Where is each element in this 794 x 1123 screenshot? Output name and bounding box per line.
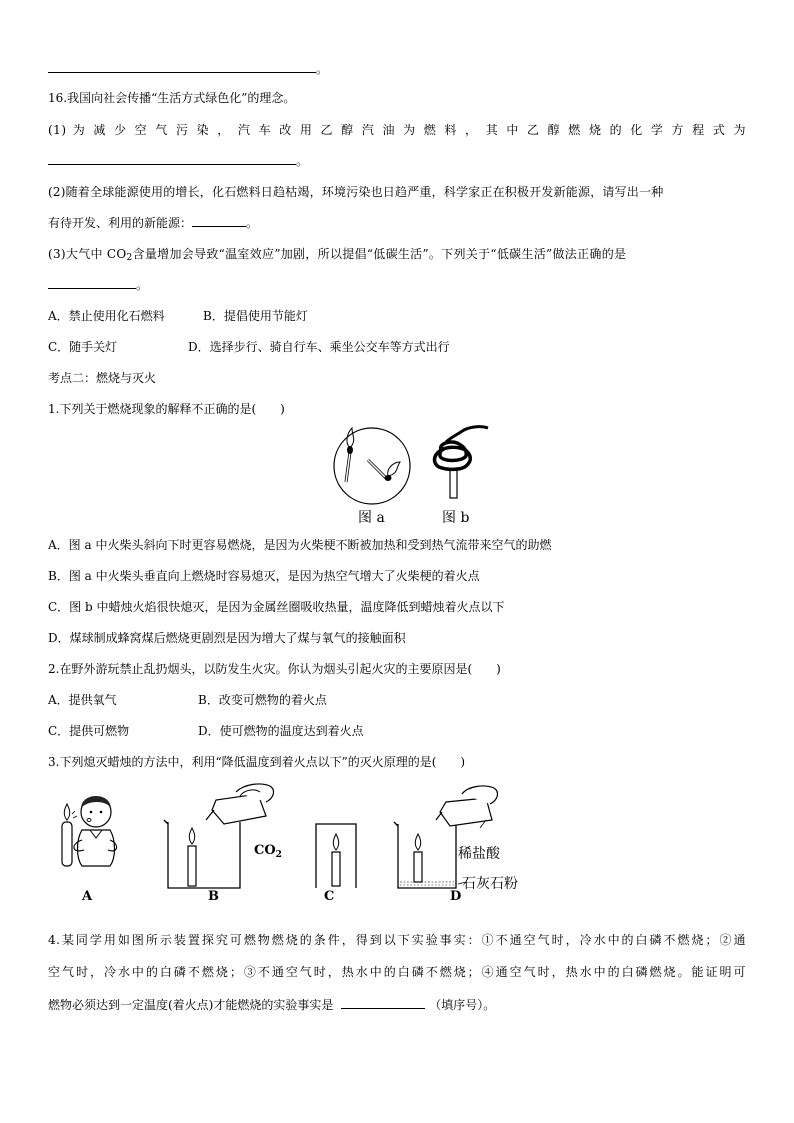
option-c-label: C xyxy=(324,889,335,904)
text: (3)大气中 CO xyxy=(48,247,127,261)
q16-stem: 16.我国向社会传播“生活方式绿色化”的理念。 xyxy=(48,91,296,105)
q16-option-d: D．选择步行、骑自行车、乘坐公交车等方式出行 xyxy=(188,340,450,354)
option-b-illustration xyxy=(164,784,273,888)
option-a-illustration xyxy=(62,796,117,866)
q16-option-c: C．随手关灯 xyxy=(48,340,118,354)
punct: 。 xyxy=(296,154,309,168)
q3-figure xyxy=(48,780,548,908)
figure-a-label: 图 a xyxy=(358,510,385,526)
option-b-label: B xyxy=(208,889,219,904)
q16-option-a: A．禁止使用化石燃料 xyxy=(48,309,165,323)
option-a-label: A xyxy=(82,889,93,904)
option-c-illustration xyxy=(316,824,356,888)
section-heading: 考点二：燃烧与灭火 xyxy=(48,371,157,385)
q2-option-c: C．提供可燃物 xyxy=(48,724,130,738)
q16-part2-line1: (2)随着全球能源使用的增长，化石燃料日趋枯竭，环境污染也日趋严重，科学家正在积极开发新能源，请写出一种 xyxy=(48,185,664,199)
blank[interactable] xyxy=(341,996,425,1009)
q1-option-a: A．图 a 中火柴头斜向下时更容易燃烧，是因为火柴梗不断被加热和受到热气流带来空气的助燃 xyxy=(48,538,552,552)
blank[interactable] xyxy=(192,214,246,227)
text: 燃物必须达到一定温度(着火点)才能燃烧的实验事实是 xyxy=(48,998,334,1012)
option-d-label: D xyxy=(450,889,462,904)
answer-line-top xyxy=(48,60,328,77)
q2-option-d: D．使可燃物的温度达到着火点 xyxy=(198,724,364,738)
co2-text: CO xyxy=(254,843,276,858)
q3-stem: 3.下列熄灭蜡烛的方法中，利用“降低温度到着火点以下”的灭火原理的是( ) xyxy=(48,755,466,769)
q1-figure xyxy=(324,420,494,528)
q4-line1: 4.某同学用如图所示装置探究可燃物燃烧的条件，得到以下实验事实：①不通空气时，冷水中的白磷不燃烧；②通 xyxy=(48,933,746,947)
q2-stem: 2.在野外游玩禁止乱扔烟头，以防发生火灾。你认为烟头引起火灾的主要原因是( ) xyxy=(48,662,501,676)
q16-part1: (1) 为 减 少 空 气 污 染 ， 汽 车 改 用 乙 醇 汽 油 为 燃 料 ， 其 中 乙 醇 燃 烧 的 化 学 方 程 式 为 xyxy=(48,123,746,137)
punct: 。 xyxy=(316,62,329,76)
q4-line2: 空气时，冷水中的白磷不燃烧；③不通空气时，热水中的白磷不燃烧；④通空气时，热水中的白磷燃烧。能证明可 xyxy=(48,965,746,979)
q2-option-a: A．提供氧气 xyxy=(48,693,117,707)
q16-part1-answer xyxy=(48,152,308,169)
co2-label xyxy=(254,843,282,860)
q2-option-b: B．改变可燃物的着火点 xyxy=(198,693,327,707)
option-d-illustration xyxy=(394,786,497,888)
punct: 。 xyxy=(136,278,149,292)
q16-part2-line2 xyxy=(48,214,258,231)
blank[interactable] xyxy=(48,152,296,165)
punct: 。 xyxy=(246,216,259,230)
limestone-powder-label: 石灰石粉 xyxy=(462,876,518,892)
q1-option-c: C．图 b 中蜡烛火焰很快熄灭，是因为金属丝圈吸收热量，温度降低到蜡烛着火点以下 xyxy=(48,600,505,614)
co2-subscript: 2 xyxy=(275,850,282,860)
figure-a-matches xyxy=(334,428,410,504)
q16-option-b: B．提倡使用节能灯 xyxy=(203,309,308,323)
q1-stem: 1.下列关于燃烧现象的解释不正确的是( ) xyxy=(48,402,285,416)
text: 有待开发、利用的新能源： xyxy=(48,216,193,230)
blank[interactable] xyxy=(48,276,136,289)
q1-option-b: B．图 a 中火柴头垂直向上燃烧时容易熄灭，是因为热空气增大了火柴梗的着火点 xyxy=(48,569,480,583)
figure-b-candle-coil xyxy=(435,427,489,498)
subscript: 2 xyxy=(126,253,133,263)
figure-b-label: 图 b xyxy=(442,510,470,526)
q1-option-d: D．煤球制成蜂窝煤后燃烧更剧烈是因为增大了煤与氧气的接触面积 xyxy=(48,631,406,645)
acid-label: 稀盐酸 xyxy=(458,846,500,862)
blank[interactable] xyxy=(48,60,316,73)
text: （填序号）。 xyxy=(429,998,496,1012)
text: 含量增加会导致“温室效应”加剧，所以提倡“低碳生活”。下列关于“低碳生活”做法正确的是 xyxy=(132,247,627,261)
q4-line3 xyxy=(48,996,495,1013)
q16-part3-answer xyxy=(48,276,148,293)
q16-part3-line1 xyxy=(48,246,626,266)
